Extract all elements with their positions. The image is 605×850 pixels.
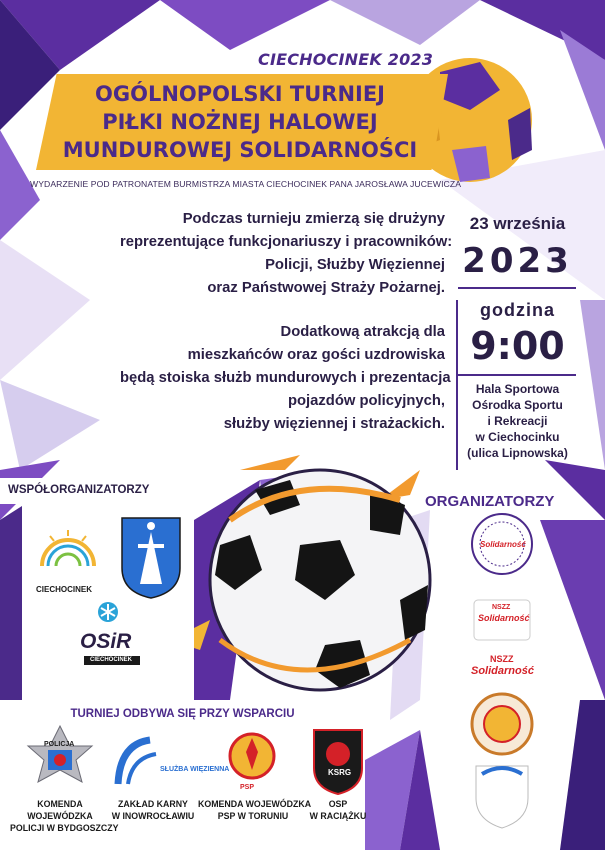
caption-line: PSP W TORUNIU <box>217 811 289 821</box>
title-line-1: OGÓLNOPOLSKI TURNIEJ <box>95 82 385 106</box>
desc-line: pojazdów policyjnych, <box>287 393 445 409</box>
support-caption-police <box>10 798 119 834</box>
support-title: TURNIEJ ODBYWA SIĘ PRZY WSPARCIU <box>70 708 295 720</box>
desc-line: oraz Państwowej Straży Pożarnej. <box>207 280 445 296</box>
caption-line: WOJEWÓDZKA <box>27 811 93 821</box>
solidarnosc-text-3: Solidarność <box>471 665 534 677</box>
description-paragraph-1 <box>120 208 453 300</box>
desc-line: służby więziennej i strażackich. <box>223 416 445 432</box>
support-caption-prison <box>108 798 198 822</box>
solidarnosc-text-2: Solidarność <box>478 613 530 623</box>
caption-line: W RACIĄŻKU <box>309 811 367 821</box>
ksrg-osp-logo <box>314 730 362 794</box>
description-paragraph-2 <box>120 321 451 436</box>
caption-line: ZAKŁAD KARNY <box>118 799 188 809</box>
patronage-note: WYDARZENIE POD PATRONATEM BURMISTRZA MIASTA CIECHOCINEK PANA JAROSŁAWA JUCEWICZA <box>30 179 462 189</box>
psp-fire-logo <box>230 734 274 778</box>
psp-badge-text: PSP <box>240 784 255 791</box>
osir-logo-subtext: CIECHOCINEK <box>90 657 133 663</box>
ciechocinek-logo <box>42 530 94 566</box>
support-logos <box>0 724 365 796</box>
police-badge-text: POLICJA <box>44 741 75 748</box>
nszz-text-2: NSZZ <box>490 654 514 664</box>
coat-of-arms-logo <box>122 518 180 598</box>
caption-line: OSP <box>328 799 348 809</box>
desc-line: Dodatkową atrakcją dla <box>280 324 445 340</box>
venue-line: (ulica Lipnowska) <box>467 446 568 460</box>
support-caption-psp <box>198 798 312 822</box>
title-line-2: PIŁKI NOŻNEJ HALOWEJ <box>102 110 378 134</box>
desc-line: Policji, Służby Więziennej <box>265 257 445 273</box>
soccer-ball-graphic <box>210 470 430 690</box>
desc-line: reprezentujące funkcjonariuszy i pracowników: <box>120 234 453 250</box>
date-divider <box>458 287 576 289</box>
caption-line: POLICJI W BYDGOSZCZY <box>10 823 119 833</box>
caption-line: W INOWROCŁAWIU <box>111 811 195 821</box>
venue-line: i Rekreacji <box>487 414 548 428</box>
caption-line: KOMENDA WOJEWÓDZKA <box>198 799 312 809</box>
venue-line: w Ciechocinku <box>475 430 560 444</box>
nszz-text-1: NSZZ <box>492 604 511 611</box>
ciechocinek-logo-text: CIECHOCINEK <box>36 585 93 594</box>
time-divider <box>458 374 576 376</box>
police-solidarnosc-shield-logo <box>476 766 528 828</box>
prison-service-text: SŁUŻBA WIĘZIENNA <box>160 766 230 773</box>
city-year-heading: CIECHOCINEK 2023 <box>258 50 434 69</box>
support-caption-osp <box>300 798 376 822</box>
desc-line: mieszkańców oraz gości uzdrowiska <box>187 347 445 363</box>
organizers-label: ORGANIZATORZY <box>425 493 555 510</box>
desc-line: będą stoiska służb mundurowych i prezentacja <box>120 370 451 386</box>
venue-line: Ośrodka Sportu <box>472 398 563 412</box>
ksrg-badge-text: KSRG <box>328 768 352 777</box>
police-star-logo <box>28 726 92 782</box>
event-date-day: 23 września <box>469 214 566 233</box>
title-line-3: MUNDUROWEJ SOLIDARNOŚCI <box>62 138 418 162</box>
caption-line: KOMENDA <box>37 799 83 809</box>
prison-service-logo <box>118 740 156 784</box>
event-title <box>40 80 440 164</box>
venue-line: Hala Sportowa <box>475 382 560 396</box>
solidarnosc-text-1: Solidarność <box>480 540 526 549</box>
event-date-year: 2023 <box>462 241 573 281</box>
osir-logo-text: OSiR <box>80 630 132 653</box>
event-time: 9:00 <box>470 324 565 368</box>
event-venue <box>450 381 585 461</box>
time-label: godzina <box>480 300 555 320</box>
co-organizers-label: WSPÓŁORGANIZATORZY <box>0 478 160 504</box>
desc-line: Podczas turnieju zmierzą się drużyny <box>182 211 445 227</box>
ftp-badge-logo <box>472 694 532 754</box>
